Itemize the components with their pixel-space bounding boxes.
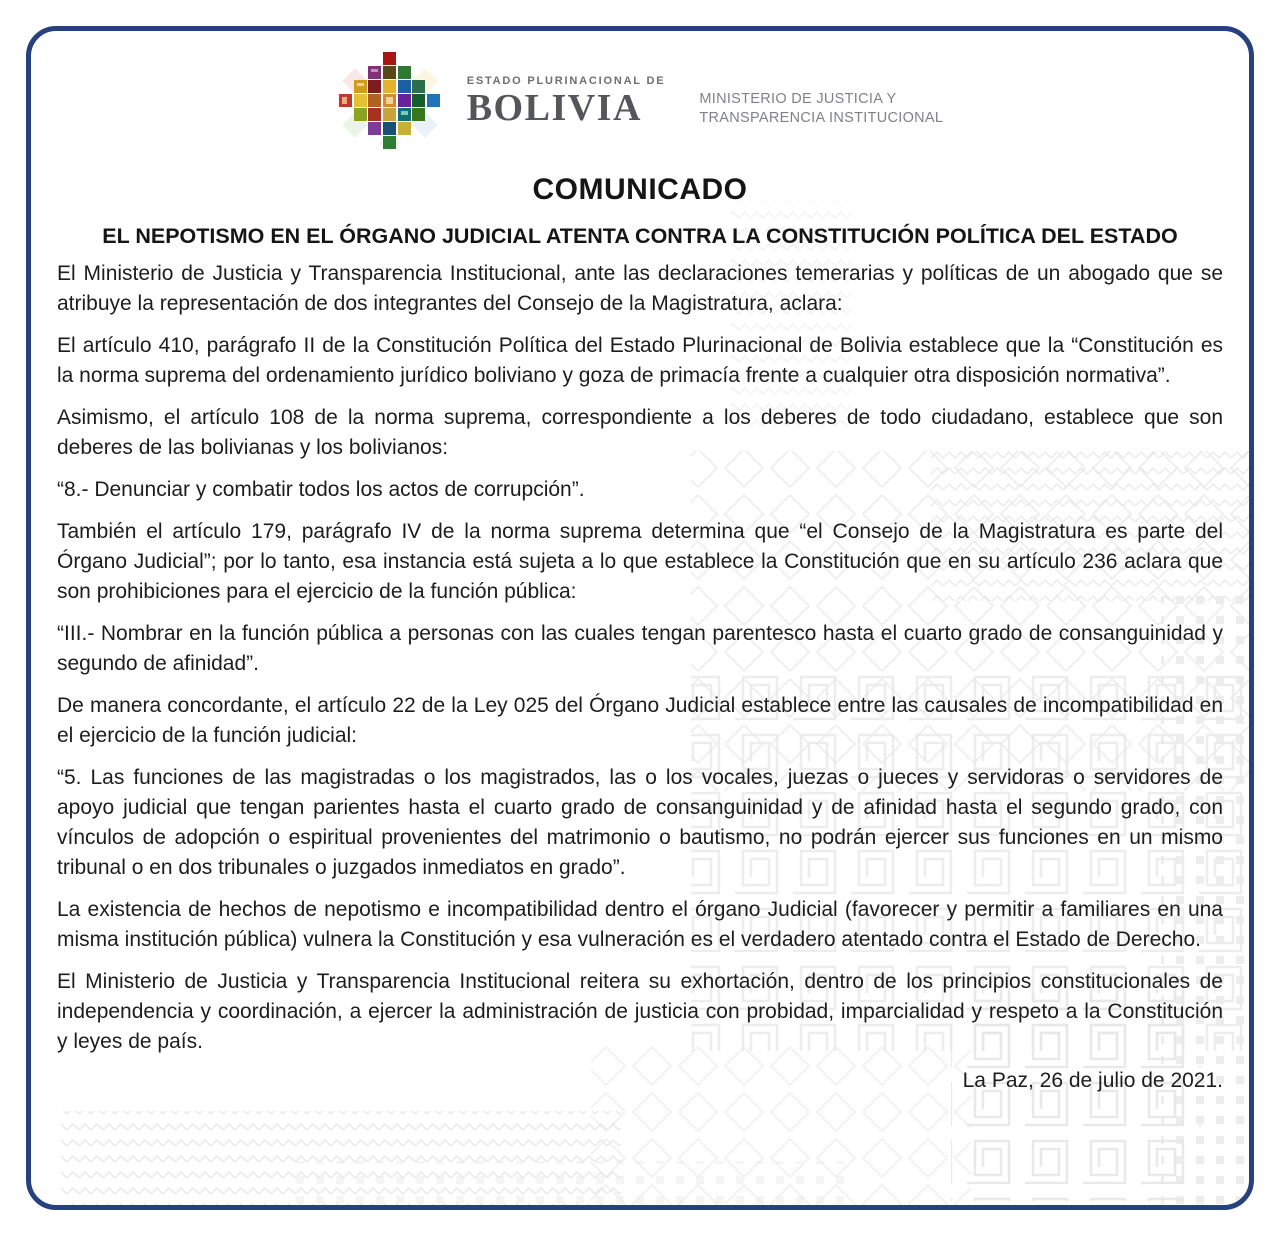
header <box>57 43 1223 159</box>
brand-block <box>467 75 666 127</box>
body-paragraph: De manera concordante, el artículo 22 de la Ley 025 del Órgano Judicial establece entre las causales de incompatibilidad en el ejercicio de la función judicial: <box>57 694 1223 747</box>
document-body <box>57 259 1223 1093</box>
body-paragraph: La existencia de hechos de nepotismo e incompatibilidad dentro el órgano Judicial (favorecer y permitir a familiares en una misma institución pública) vulnera la Constitución y esa vulneración es el verdadero atentado contra el Estado de Derecho. <box>57 898 1223 951</box>
ministry-line1: MINISTERIO DE JUSTICIA Y <box>699 90 897 107</box>
bolivia-mosaic-cross-logo-icon <box>337 51 443 151</box>
estado-label: ESTADO PLURINACIONAL DE <box>466 75 666 87</box>
body-paragraph: El Ministerio de Justicia y Transparencia Institucional reitera su exhortación, dentro de los principios constitucionales de independencia y coordinación, a ejercer la administración de justicia con probidad, imparcialidad y respeto a la Constitución y leyes de país. <box>57 970 1223 1053</box>
ministry-name <box>699 74 943 128</box>
body-paragraph: “5. Las funciones de las magistradas o los magistrados, las o los vocales, juezas o jueces y servidoras o servidores de apoyo judicial que tengan parientes hasta el cuarto grado de consanguinidad y de afinidad hasta el segundo grado, con vínculos de adopción o espiritual provenientes del matrimonio o bautismo, no podrán ejercer sus funciones en un mismo tribunal o en dos tribunales o juzgados inmediatos en grado”. <box>57 766 1223 879</box>
page-title: COMUNICADO <box>532 173 748 206</box>
dateline: La Paz, 26 de julio de 2021. <box>962 1069 1223 1092</box>
body-paragraph: También el artículo 179, parágrafo IV de la norma suprema determina que “el Consejo de la Magistratura es parte del Órgano Judicial”; por lo tanto, esa instancia está sujeta a lo que establece la Constitución que en su artículo 236 aclara que son prohibiciones para el ejercicio de la función pública: <box>57 520 1223 603</box>
body-paragraph: Asimismo, el artículo 108 de la norma suprema, correspondiente a los deberes de todo ciudadano, establece que son deberes de las bolivianas y los bolivianos: <box>57 406 1223 459</box>
ministry-line2: TRANSPARENCIA INSTITUCIONAL <box>699 110 944 126</box>
body-paragraph: El Ministerio de Justicia y Transparencia Institucional, ante las declaraciones temerarias y políticas de un abogado que se atribuye la representación de dos integrantes del Consejo de la Magistratura, aclara: <box>57 262 1223 315</box>
body-paragraph: El artículo 410, parágrafo II de la Constitución Política del Estado Plurinacional de Bolivia establece que la “Constitución es la norma suprema del ordenamiento jurídico boliviano y goza de primacía frente a cualquier otra disposición normativa”. <box>57 334 1223 387</box>
body-paragraph: “8.- Denunciar y combatir todos los actos de corrupción”. <box>57 478 585 501</box>
country-wordmark: BOLIVIA <box>466 87 642 129</box>
body-paragraph: “III.- Nombrar en la función pública a personas con las cuales tengan parentesco hasta el cuarto grado de consanguinidad y segundo de afinidad”. <box>57 622 1223 675</box>
headline: EL NEPOTISMO EN EL ÓRGANO JUDICIAL ATENTA CONTRA LA CONSTITUCIÓN POLÍTICA DEL ESTADO <box>102 224 1178 248</box>
